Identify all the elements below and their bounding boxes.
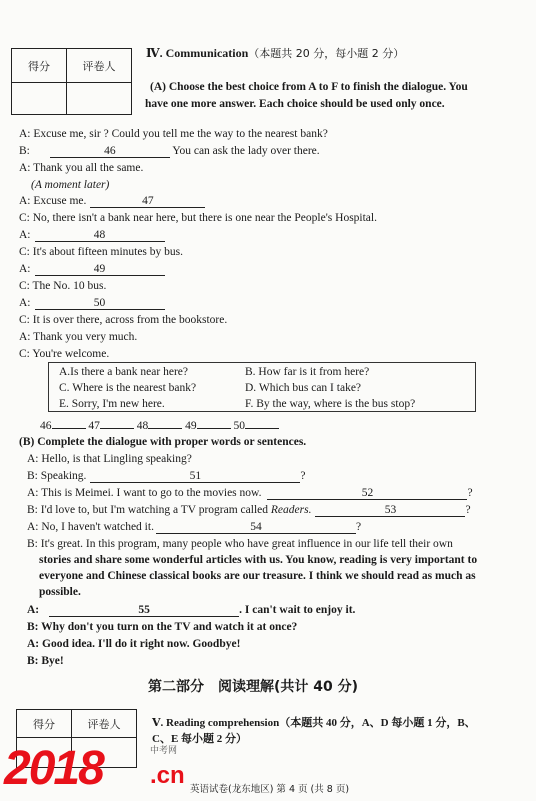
- choice-b: B. How far is it from here?: [245, 366, 370, 378]
- dialogue-line: A: Thank you all the same.: [19, 162, 144, 174]
- dialogue-line: A: 49: [19, 262, 165, 276]
- dialogue-line: A: Excuse me, sir ? Could you tell me the way to the nearest bank?: [19, 128, 328, 140]
- partA-instruction-1: (A) Choose the best choice from A to F to finish the dialogue. You: [150, 81, 468, 93]
- paragraph-line: everyone and Chinese classical books are our treasure. I think we should read as much as: [39, 570, 476, 582]
- watermark-suffix: .cn: [150, 762, 185, 789]
- dialogue-line: A: This is Meimei. I want to go to the movies now. 52 ?: [27, 487, 473, 499]
- grader-header: 评卷人: [72, 710, 137, 738]
- section4-heading: Ⅳ. Communication（本题共 20 分，每小题 2 分）: [146, 46, 405, 60]
- score-header: 得分: [12, 49, 67, 83]
- dialogue-line: C: You're welcome.: [19, 348, 110, 360]
- paragraph-line: B: It's great. In this program, many people who have great influence in our life tell their own: [27, 538, 453, 550]
- dialogue-line: A: Hello, is that Lingling speaking?: [27, 453, 192, 465]
- blank-49[interactable]: 49: [35, 262, 165, 276]
- part2-title: 第二部分 阅读理解(共计 40 分): [148, 679, 359, 695]
- dialogue-line: A: Excuse me. 47: [19, 194, 205, 208]
- answer-49[interactable]: [197, 415, 231, 429]
- answer-46[interactable]: [52, 415, 86, 429]
- dialogue-line: C: It is over there, across from the bookstore.: [19, 314, 228, 326]
- blank-47[interactable]: 47: [90, 194, 205, 208]
- dialogue-line: A: Good idea. I'll do it right now. Goodbye!: [27, 638, 241, 650]
- section5-heading-2: C、E 每小题 2 分）: [152, 733, 248, 745]
- score-table-top: [11, 48, 132, 115]
- blank-50[interactable]: 50: [35, 296, 165, 310]
- blank-55[interactable]: 55: [49, 603, 239, 617]
- blank-52[interactable]: 52: [267, 486, 467, 500]
- answer-50[interactable]: [245, 415, 279, 429]
- dialogue-line: B: Why don't you turn on the TV and watch it at once?: [27, 621, 298, 633]
- dialogue-line: C: It's about fifteen minutes by bus.: [19, 246, 184, 258]
- answer-row: 46 47 48 49 50: [40, 415, 279, 433]
- answer-48[interactable]: [148, 415, 182, 429]
- section5-heading-1: Ⅴ. Reading comprehension（本题共 40 分，A、D 每小题 1 分，B、: [152, 717, 476, 729]
- dialogue-line: C: No, there isn't a bank near here, but there is one near the People's Hospital.: [19, 212, 377, 224]
- dialogue-line: B: Speaking. 51 ?: [27, 470, 306, 482]
- score-header: 得分: [17, 710, 72, 738]
- grader-cell[interactable]: [67, 83, 132, 115]
- dialogue-line: A: No, I haven't watched it. 54 ?: [27, 521, 362, 533]
- blank-51[interactable]: 51: [90, 469, 300, 483]
- dialogue-line: A: Thank you very much.: [19, 331, 138, 343]
- choice-e: E. Sorry, I'm new here.: [59, 398, 165, 410]
- choice-d: D. Which bus can I take?: [245, 382, 362, 394]
- dialogue-line: B: I'd love to, but I'm watching a TV program called Readers. 53 ?: [27, 504, 471, 516]
- dialogue-line: A: 50: [19, 296, 165, 310]
- choice-f: F. By the way, where is the bus stop?: [245, 398, 416, 410]
- dialogue-line: B: Bye!: [27, 655, 64, 667]
- dialogue-line: C: The No. 10 bus.: [19, 280, 107, 292]
- blank-46[interactable]: 46: [50, 144, 170, 158]
- blank-54[interactable]: 54: [156, 520, 356, 534]
- choices-box: [48, 362, 476, 412]
- dialogue-line: B: 46 You can ask the lady over there.: [19, 145, 320, 157]
- dialogue-line: A: 55 . I can't wait to enjoy it.: [27, 604, 356, 616]
- dialogue-note: (A moment later): [31, 179, 110, 191]
- paragraph-line: possible.: [39, 586, 81, 598]
- blank-53[interactable]: 53: [315, 503, 465, 517]
- dialogue-line: A: 48: [19, 228, 165, 242]
- paragraph-line: stories and share some wonderful articles with us. You know, reading is very important to: [39, 554, 478, 566]
- page-footer: 英语试卷(龙东地区) 第 4 页 (共 8 页): [190, 784, 350, 795]
- grader-header: 评卷人: [67, 49, 132, 83]
- partB-heading: (B) Complete the dialogue with proper words or sentences.: [19, 436, 307, 448]
- watermark-logo: 2018: [4, 742, 103, 795]
- blank-48[interactable]: 48: [35, 228, 165, 242]
- choice-c: C. Where is the nearest bank?: [59, 382, 197, 394]
- partA-instruction-2: have one more answer. Each choice should be used only once.: [145, 98, 445, 110]
- choice-a: A.Is there a bank near here?: [59, 366, 188, 378]
- watermark-tag: 中考网: [150, 746, 178, 756]
- answer-47[interactable]: [100, 415, 134, 429]
- score-cell[interactable]: [12, 83, 67, 115]
